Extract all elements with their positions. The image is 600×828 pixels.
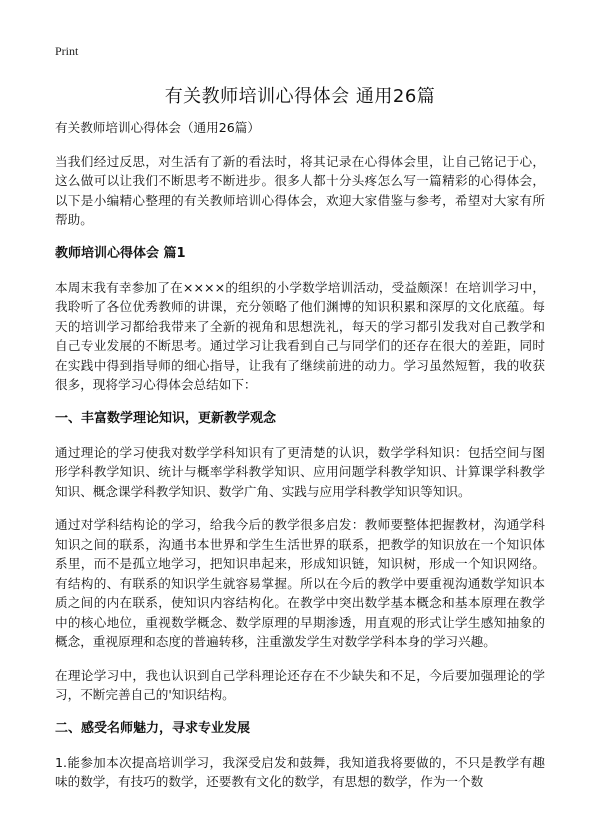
paragraph: 1.能参加本次提高培训学习，我深受启发和鼓舞，我知道我将要做的，不只是教学有趣味的数学，有技巧的数学，还要教有文化的数学，有思想的数学，作为一个数 (55, 754, 545, 789)
intro-paragraph: 当我们经过反思，对生活有了新的看法时，将其记录在心得体会里，让自己铭记于心，这么做可以让我们不断思考不断进步。很多人都十分头疼怎么写一篇精彩的心得体会，以下是小编精心整理的有关教师培训心得体会，欢迎大家借鉴与参考，希望对大家有所帮助。 (55, 153, 545, 227)
paragraph: 本周末我有幸参加了在××××的组织的小学数学培训活动，受益颇深！在培训学习中，我聆听了各位优秀教师的讲课，充分领略了他们渊博的知识积累和深厚的文化底蕴。每天的培训学习都给我带来了全新的视角和思想洗礼，每天的学习都引发我对自己教学和自己专业发展的不断思考。通过学习让我看到自己与同学们的还存在很大的差距，同时在实践中得到指导师的细心指导，让我有了继续前进的动力。学习虽然短暂，我的收获很多，现将学习心得体会总结如下： (55, 279, 545, 392)
subsection-heading: 一、丰富数学理论知识，更新教学观念 (55, 410, 277, 426)
paragraph: 通过理论的学习使我对数学学科知识有了更清楚的认识，数学学科知识：包括空间与图形学科教学知识、统计与概率学科教学知识、应用问题学科教学知识、计算课学科教学知识、概念课学科教学知识、数学广角、实践与应用学科教学知识等知识。 (55, 444, 545, 499)
paragraph: 在理论学习中，我也认识到自己学科理论还存在不少缺失和不足，今后要加强理论的学习，不断完善自己的'知识结构。 (55, 667, 545, 702)
section-heading: 教师培训心得体会 篇1 (55, 245, 186, 261)
page-title: 有关教师培训心得体会 通用26篇 (164, 86, 436, 107)
paragraph: 通过对学科结构论的学习，给我今后的教学很多启发：教师要整体把握教材，沟通学科知识之间的联系，沟通书本世界和学生生活世界的联系，把教学的知识放在一个知识体系里，而不是孤立地学习，把知识串起来，形成知识链，知识树，形成一个知识网络。有结构的、有联系的知识学生就容易掌握。所以在今后的教学中要重视沟通数学知识本质之间的内在联系，使知识内容结构化。在教学中突出数学基本概念和基本原理在教学中的核心地位，重视数学概念、数学原理的早期渗透，用直观的形式让学生感知抽象的概念，重视原理和态度的普遍转移，注重激发学生对数学学科本身的学习兴趣。 (55, 517, 545, 649)
print-link[interactable]: Print (55, 44, 79, 58)
article-subtitle: 有关教师培训心得体会（通用26篇） (55, 120, 260, 135)
subsection-heading: 二、感受名师魅力，寻求专业发展 (55, 720, 251, 736)
article-body (55, 118, 545, 806)
